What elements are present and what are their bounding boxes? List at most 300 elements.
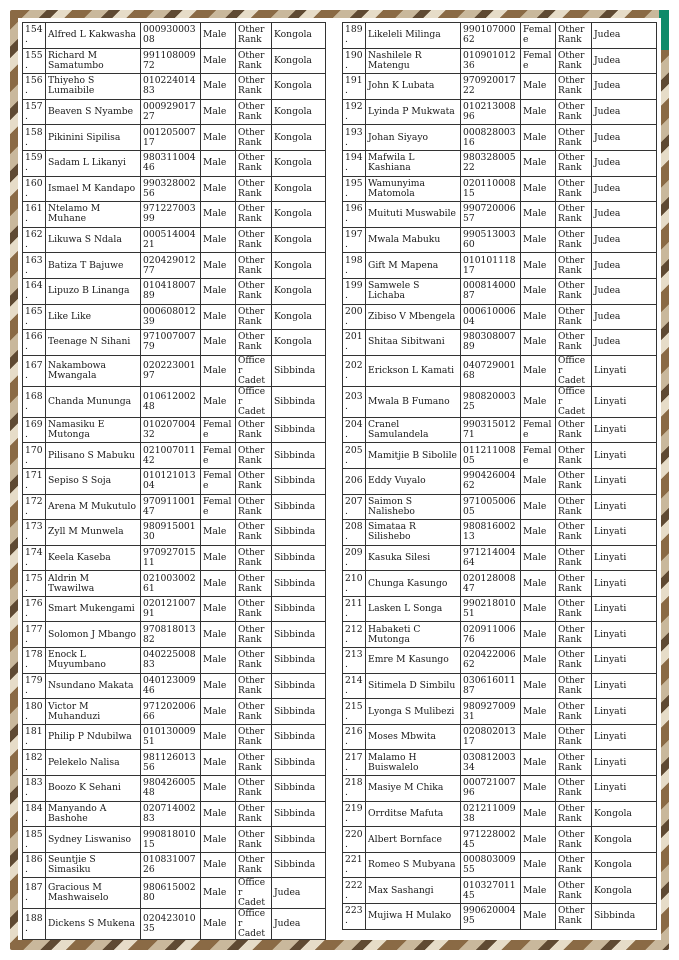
rank-cell: Other Rank xyxy=(556,673,592,699)
id-number-cell: 03081200334 xyxy=(461,750,521,776)
gender-cell: Male xyxy=(201,827,236,853)
station-cell: Kongola xyxy=(272,253,326,279)
person-name-cell: Mwala B Fumano xyxy=(366,386,461,417)
person-name-cell: Mujiwa H Mulako xyxy=(366,904,461,930)
person-name-cell: Manyando A Bashohe xyxy=(46,801,141,827)
gender-cell: Male xyxy=(201,386,236,417)
gender-cell: Male xyxy=(201,648,236,674)
person-name-cell: Albert Bornface xyxy=(366,827,461,853)
roster-table-right xyxy=(342,22,657,930)
person-name-cell: Arena M Mukutulo xyxy=(46,494,141,520)
row-number-cell: 161. xyxy=(23,202,46,228)
table-row xyxy=(343,724,657,750)
person-name-cell: Malamo H Buiswalelo xyxy=(366,750,461,776)
gender-cell: Male xyxy=(521,520,556,546)
gender-cell: Female xyxy=(201,417,236,443)
table-row xyxy=(23,125,326,151)
row-number-cell: 166. xyxy=(23,330,46,356)
station-cell: Kongola xyxy=(272,125,326,151)
table-row xyxy=(343,571,657,597)
person-name-cell: Richard M Samatumbo xyxy=(46,48,141,74)
station-cell: Sibbinda xyxy=(272,801,326,827)
person-name-cell: Like Like xyxy=(46,304,141,330)
row-number-cell: 219. xyxy=(343,801,366,827)
gender-cell: Male xyxy=(521,596,556,622)
row-number-cell: 208. xyxy=(343,520,366,546)
table-row xyxy=(343,699,657,725)
station-cell: Sibbinda xyxy=(272,468,326,494)
rank-cell: Other Rank xyxy=(556,801,592,827)
person-name-cell: Sydney Liswaniso xyxy=(46,827,141,853)
gender-cell: Male xyxy=(521,622,556,648)
row-number-cell: 196. xyxy=(343,202,366,228)
table-row xyxy=(343,202,657,228)
person-name-cell: Romeo S Mubyana xyxy=(366,852,461,878)
table-row xyxy=(343,852,657,878)
id-number-cell: 01012101304 xyxy=(141,468,201,494)
rank-cell: Other Rank xyxy=(236,99,272,125)
station-cell: Judea xyxy=(592,253,657,279)
person-name-cell: Keela Kaseba xyxy=(46,545,141,571)
table-row xyxy=(343,520,657,546)
rank-cell: Officer Cadet xyxy=(556,355,592,386)
id-number-cell: 98031100446 xyxy=(141,150,201,176)
id-number-cell: 97121400464 xyxy=(461,545,521,571)
row-number-cell: 222. xyxy=(343,878,366,904)
id-number-cell: 00051400421 xyxy=(141,227,201,253)
row-number-cell: 195. xyxy=(343,176,366,202)
gender-cell: Male xyxy=(201,304,236,330)
id-number-cell: 02042200662 xyxy=(461,648,521,674)
rank-cell: Other Rank xyxy=(236,253,272,279)
row-number-cell: 180. xyxy=(23,699,46,725)
gender-cell: Male xyxy=(521,150,556,176)
station-cell: Judea xyxy=(592,125,657,151)
table-row xyxy=(23,278,326,304)
id-number-cell: 98082000325 xyxy=(461,386,521,417)
person-name-cell: Likeleli Milinga xyxy=(366,23,461,49)
station-cell: Kongola xyxy=(272,74,326,100)
rank-cell: Other Rank xyxy=(236,468,272,494)
row-number-cell: 163. xyxy=(23,253,46,279)
id-number-cell: 97100700779 xyxy=(141,330,201,356)
roster-table-left-body xyxy=(23,23,326,940)
id-number-cell: 01121100805 xyxy=(461,443,521,469)
id-number-cell: 97100500605 xyxy=(461,494,521,520)
id-number-cell: 98081600213 xyxy=(461,520,521,546)
row-number-cell: 165. xyxy=(23,304,46,330)
person-name-cell: Max Sashangi xyxy=(366,878,461,904)
station-cell: Judea xyxy=(272,909,326,940)
row-number-cell: 181. xyxy=(23,724,46,750)
id-number-cell: 02022300197 xyxy=(141,355,201,386)
row-number-cell: 157. xyxy=(23,99,46,125)
table-row xyxy=(343,827,657,853)
table-row xyxy=(343,355,657,386)
rank-cell: Other Rank xyxy=(556,622,592,648)
table-row xyxy=(23,227,326,253)
gender-cell: Male xyxy=(521,750,556,776)
person-name-cell: Enock L Muyumbano xyxy=(46,648,141,674)
station-cell: Judea xyxy=(592,278,657,304)
station-cell: Sibbinda xyxy=(272,673,326,699)
row-number-cell: 177. xyxy=(23,622,46,648)
rank-cell: Other Rank xyxy=(556,202,592,228)
row-number-cell: 214. xyxy=(343,673,366,699)
gender-cell: Female xyxy=(521,443,556,469)
rank-cell: Other Rank xyxy=(236,23,272,49)
station-cell: Linyati xyxy=(592,545,657,571)
table-row xyxy=(23,724,326,750)
id-number-cell: 02012100791 xyxy=(141,596,201,622)
rank-cell: Other Rank xyxy=(236,827,272,853)
id-number-cell: 03061601187 xyxy=(461,673,521,699)
id-number-cell: 02071400283 xyxy=(141,801,201,827)
gender-cell: Male xyxy=(201,878,236,909)
row-number-cell: 203. xyxy=(343,386,366,417)
gender-cell: Male xyxy=(201,801,236,827)
id-number-cell: 00072100796 xyxy=(461,776,521,802)
table-row xyxy=(343,801,657,827)
gender-cell: Male xyxy=(521,904,556,930)
table-row xyxy=(343,278,657,304)
id-number-cell: 01032701145 xyxy=(461,878,521,904)
row-number-cell: 183. xyxy=(23,776,46,802)
gender-cell: Male xyxy=(521,125,556,151)
rank-cell: Other Rank xyxy=(236,202,272,228)
person-name-cell: Mafwila L Kashiana xyxy=(366,150,461,176)
row-number-cell: 175. xyxy=(23,571,46,597)
gender-cell: Male xyxy=(521,494,556,520)
rank-cell: Other Rank xyxy=(556,852,592,878)
id-number-cell: 04012300946 xyxy=(141,673,201,699)
row-number-cell: 154. xyxy=(23,23,46,49)
id-number-cell: 99051300360 xyxy=(461,227,521,253)
person-name-cell: Solomon J Mbango xyxy=(46,622,141,648)
id-number-cell: 01090101236 xyxy=(461,48,521,74)
row-number-cell: 193. xyxy=(343,125,366,151)
station-cell: Judea xyxy=(272,878,326,909)
id-number-cell: 98112601356 xyxy=(141,750,201,776)
id-number-cell: 97122700399 xyxy=(141,202,201,228)
gender-cell: Male xyxy=(201,23,236,49)
table-row xyxy=(343,150,657,176)
rank-cell: Other Rank xyxy=(236,176,272,202)
person-name-cell: Beaven S Nyambe xyxy=(46,99,141,125)
station-cell: Linyati xyxy=(592,724,657,750)
station-cell: Judea xyxy=(592,304,657,330)
gender-cell: Male xyxy=(521,648,556,674)
id-number-cell: 02042301035 xyxy=(141,909,201,940)
gender-cell: Male xyxy=(521,468,556,494)
id-number-cell: 02080201317 xyxy=(461,724,521,750)
rank-cell: Other Rank xyxy=(236,520,272,546)
row-number-cell: 217. xyxy=(343,750,366,776)
table-row xyxy=(23,776,326,802)
table-row xyxy=(343,648,657,674)
gender-cell: Male xyxy=(521,278,556,304)
rank-cell: Other Rank xyxy=(236,596,272,622)
station-cell: Judea xyxy=(592,227,657,253)
person-name-cell: Cranel Samulandela xyxy=(366,417,461,443)
station-cell: Kongola xyxy=(592,827,657,853)
row-number-cell: 194. xyxy=(343,150,366,176)
gender-cell: Male xyxy=(201,673,236,699)
station-cell: Sibbinda xyxy=(272,776,326,802)
rank-cell: Officer Cadet xyxy=(556,386,592,417)
id-number-cell: 02011000815 xyxy=(461,176,521,202)
id-number-cell: 04022500883 xyxy=(141,648,201,674)
table-row xyxy=(343,443,657,469)
person-name-cell: Ismael M Kandapo xyxy=(46,176,141,202)
table-row xyxy=(343,74,657,100)
station-cell: Linyati xyxy=(592,355,657,386)
person-name-cell: Erickson L Kamati xyxy=(366,355,461,386)
table-row xyxy=(23,253,326,279)
row-number-cell: 160. xyxy=(23,176,46,202)
gender-cell: Male xyxy=(521,355,556,386)
id-number-cell: 02012800847 xyxy=(461,571,521,597)
person-name-cell: Lyinda P Mukwata xyxy=(366,99,461,125)
rank-cell: Other Rank xyxy=(236,74,272,100)
id-number-cell: 00060801239 xyxy=(141,304,201,330)
gender-cell: Male xyxy=(201,125,236,151)
station-cell: Linyati xyxy=(592,443,657,469)
station-cell: Judea xyxy=(592,74,657,100)
station-cell: Sibbinda xyxy=(272,622,326,648)
station-cell: Linyati xyxy=(592,494,657,520)
station-cell: Judea xyxy=(592,23,657,49)
rank-cell: Other Rank xyxy=(556,520,592,546)
table-row xyxy=(23,909,326,940)
id-number-cell: 01083100726 xyxy=(141,852,201,878)
station-cell: Linyati xyxy=(592,699,657,725)
table-row xyxy=(343,622,657,648)
row-number-cell: 188. xyxy=(23,909,46,940)
station-cell: Kongola xyxy=(272,278,326,304)
table-row xyxy=(23,750,326,776)
person-name-cell: Zibiso V Mbengela xyxy=(366,304,461,330)
id-number-cell: 02091100676 xyxy=(461,622,521,648)
rank-cell: Other Rank xyxy=(556,545,592,571)
gender-cell: Female xyxy=(201,494,236,520)
row-number-cell: 187. xyxy=(23,878,46,909)
id-number-cell: 97122800245 xyxy=(461,827,521,853)
person-name-cell: Johan Siyayo xyxy=(366,125,461,151)
rank-cell: Other Rank xyxy=(556,150,592,176)
id-number-cell: 99010700062 xyxy=(461,23,521,49)
gender-cell: Male xyxy=(521,176,556,202)
station-cell: Linyati xyxy=(592,648,657,674)
rank-cell: Other Rank xyxy=(236,417,272,443)
table-row xyxy=(23,878,326,909)
station-cell: Sibbinda xyxy=(272,724,326,750)
person-name-cell: Dickens S Mukena xyxy=(46,909,141,940)
person-name-cell: Thiyeho S Lumaibile xyxy=(46,74,141,100)
person-name-cell: Shitaa Sibitwani xyxy=(366,330,461,356)
station-cell: Judea xyxy=(592,176,657,202)
rank-cell: Other Rank xyxy=(236,801,272,827)
person-name-cell: Sadam L Likanyi xyxy=(46,150,141,176)
row-number-cell: 205. xyxy=(343,443,366,469)
table-row xyxy=(23,545,326,571)
person-name-cell: Wamunyima Matomola xyxy=(366,176,461,202)
row-number-cell: 192. xyxy=(343,99,366,125)
id-number-cell: 99032800256 xyxy=(141,176,201,202)
rank-cell: Other Rank xyxy=(556,904,592,930)
person-name-cell: Nakambowa Mwangala xyxy=(46,355,141,386)
station-cell: Sibbinda xyxy=(272,827,326,853)
station-cell: Judea xyxy=(592,202,657,228)
gender-cell: Male xyxy=(521,571,556,597)
gender-cell: Male xyxy=(521,330,556,356)
row-number-cell: 204. xyxy=(343,417,366,443)
person-name-cell: Mwala Mabuku xyxy=(366,227,461,253)
table-row xyxy=(23,494,326,520)
rank-cell: Other Rank xyxy=(236,330,272,356)
station-cell: Sibbinda xyxy=(272,545,326,571)
page-content xyxy=(18,18,661,940)
row-number-cell: 210. xyxy=(343,571,366,597)
table-row xyxy=(23,23,326,49)
table-row xyxy=(23,468,326,494)
gender-cell: Male xyxy=(201,520,236,546)
gender-cell: Male xyxy=(521,545,556,571)
id-number-cell: 01013000951 xyxy=(141,724,201,750)
gender-cell: Male xyxy=(201,596,236,622)
rank-cell: Other Rank xyxy=(556,648,592,674)
table-row xyxy=(23,571,326,597)
gender-cell: Male xyxy=(521,227,556,253)
person-name-cell: Lasken L Songa xyxy=(366,596,461,622)
gender-cell: Female xyxy=(521,23,556,49)
gender-cell: Male xyxy=(521,673,556,699)
gender-cell: Male xyxy=(521,724,556,750)
station-cell: Linyati xyxy=(592,622,657,648)
id-number-cell: 01022401483 xyxy=(141,74,201,100)
gender-cell: Male xyxy=(521,699,556,725)
gender-cell: Male xyxy=(201,253,236,279)
row-number-cell: 182. xyxy=(23,750,46,776)
rank-cell: Other Rank xyxy=(236,227,272,253)
person-name-cell: Muituti Muswabile xyxy=(366,202,461,228)
rank-cell: Other Rank xyxy=(556,227,592,253)
rank-cell: Other Rank xyxy=(236,648,272,674)
table-row xyxy=(23,417,326,443)
gender-cell: Male xyxy=(201,750,236,776)
id-number-cell: 98030800789 xyxy=(461,330,521,356)
row-number-cell: 223. xyxy=(343,904,366,930)
rank-cell: Other Rank xyxy=(556,304,592,330)
rank-cell: Other Rank xyxy=(556,724,592,750)
person-name-cell: Pikinini Sipilisa xyxy=(46,125,141,151)
row-number-cell: 186. xyxy=(23,852,46,878)
id-number-cell: 98032800522 xyxy=(461,150,521,176)
id-number-cell: 99021801051 xyxy=(461,596,521,622)
row-number-cell: 209. xyxy=(343,545,366,571)
gender-cell: Female xyxy=(201,443,236,469)
table-row xyxy=(23,330,326,356)
table-row xyxy=(23,48,326,74)
row-number-cell: 191. xyxy=(343,74,366,100)
rank-cell: Other Rank xyxy=(556,23,592,49)
table-row xyxy=(343,23,657,49)
id-number-cell: 98091500130 xyxy=(141,520,201,546)
rank-cell: Other Rank xyxy=(236,278,272,304)
gender-cell: Male xyxy=(201,227,236,253)
row-number-cell: 173. xyxy=(23,520,46,546)
rank-cell: Other Rank xyxy=(236,622,272,648)
row-number-cell: 158. xyxy=(23,125,46,151)
rank-cell: Other Rank xyxy=(556,74,592,100)
row-number-cell: 218. xyxy=(343,776,366,802)
person-name-cell: Saimon S Nalishebo xyxy=(366,494,461,520)
person-name-cell: Samwele S Lichaba xyxy=(366,278,461,304)
gender-cell: Male xyxy=(201,699,236,725)
station-cell: Kongola xyxy=(272,176,326,202)
row-number-cell: 198. xyxy=(343,253,366,279)
id-number-cell: 99072000657 xyxy=(461,202,521,228)
rank-cell: Officer Cadet xyxy=(236,386,272,417)
gender-cell: Male xyxy=(201,909,236,940)
station-cell: Kongola xyxy=(272,227,326,253)
gender-cell: Female xyxy=(201,468,236,494)
table-row xyxy=(23,801,326,827)
table-row xyxy=(343,48,657,74)
id-number-cell: 99042600462 xyxy=(461,468,521,494)
person-name-cell: Sepiso S Soja xyxy=(46,468,141,494)
table-row xyxy=(343,304,657,330)
rank-cell: Other Rank xyxy=(556,571,592,597)
gender-cell: Male xyxy=(521,202,556,228)
id-number-cell: 00080300955 xyxy=(461,852,521,878)
table-row xyxy=(343,673,657,699)
id-number-cell: 02121100938 xyxy=(461,801,521,827)
roster-table-right-body xyxy=(343,23,657,930)
gender-cell: Male xyxy=(521,304,556,330)
rank-cell: Other Rank xyxy=(236,125,272,151)
person-name-cell: Emre M Kasungo xyxy=(366,648,461,674)
person-name-cell: Moses Mbwita xyxy=(366,724,461,750)
person-name-cell: Ntelamo M Muhane xyxy=(46,202,141,228)
id-number-cell: 98042600548 xyxy=(141,776,201,802)
rank-cell: Other Rank xyxy=(556,468,592,494)
id-number-cell: 97081801382 xyxy=(141,622,201,648)
station-cell: Kongola xyxy=(272,304,326,330)
table-row xyxy=(343,545,657,571)
station-cell: Linyati xyxy=(592,750,657,776)
id-number-cell: 98061500280 xyxy=(141,878,201,909)
person-name-cell: Zyll M Munwela xyxy=(46,520,141,546)
station-cell: Kongola xyxy=(272,330,326,356)
row-number-cell: 199. xyxy=(343,278,366,304)
row-number-cell: 164. xyxy=(23,278,46,304)
table-row xyxy=(23,852,326,878)
person-name-cell: Simataa R Silishebo xyxy=(366,520,461,546)
station-cell: Kongola xyxy=(272,202,326,228)
table-row xyxy=(23,443,326,469)
gender-cell: Male xyxy=(521,386,556,417)
station-cell: Sibbinda xyxy=(272,750,326,776)
station-cell: Linyati xyxy=(592,596,657,622)
gender-cell: Male xyxy=(201,99,236,125)
row-number-cell: 215. xyxy=(343,699,366,725)
row-number-cell: 206 xyxy=(343,468,366,494)
rank-cell: Other Rank xyxy=(556,417,592,443)
row-number-cell: 220. xyxy=(343,827,366,853)
id-number-cell: 00120500717 xyxy=(141,125,201,151)
rank-cell: Other Rank xyxy=(236,776,272,802)
